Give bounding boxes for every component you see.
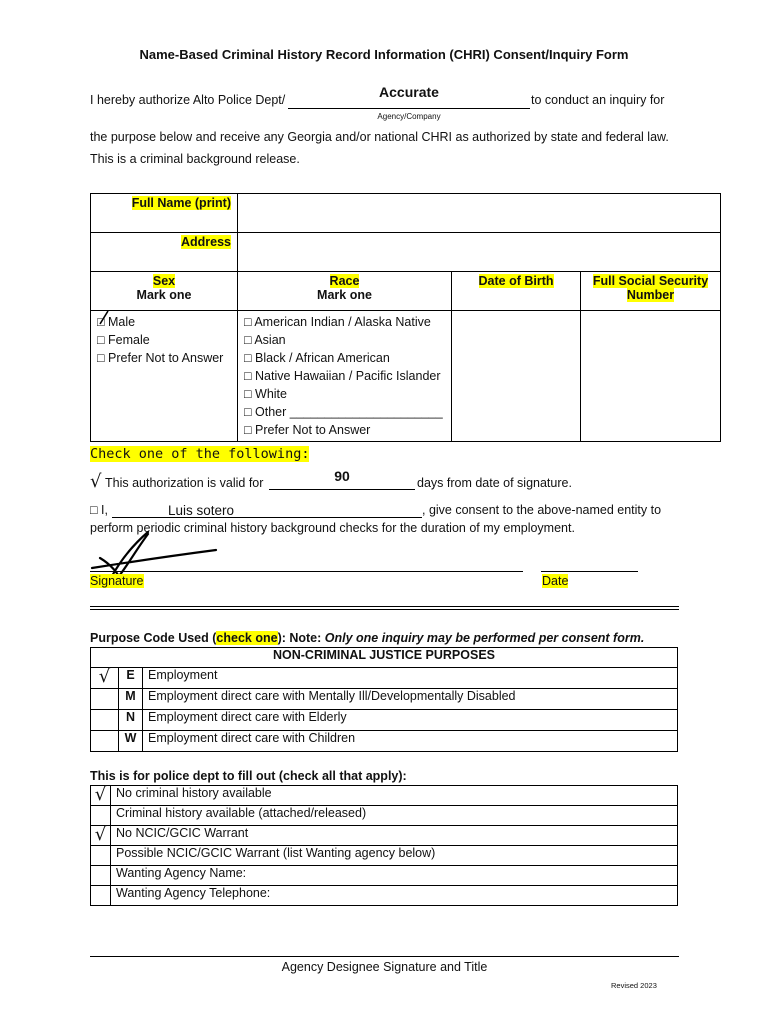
purpose-row[interactable]: [91, 710, 678, 731]
name-line: [112, 503, 422, 518]
sex-sub: Mark one: [136, 288, 192, 302]
purpose-row[interactable]: [91, 731, 678, 752]
sex-option-female[interactable]: □ Female: [97, 333, 150, 347]
police-heading: This is for police dept to fill out (check all that apply):: [90, 769, 407, 783]
race-options-cell: [238, 311, 452, 442]
consent-name[interactable]: Luis sotero: [168, 503, 235, 518]
race-option-prefer-not[interactable]: □ Prefer Not to Answer: [244, 423, 371, 437]
address-field[interactable]: [238, 233, 721, 272]
applicant-info-table: [90, 193, 721, 442]
race-header: [238, 272, 452, 311]
purpose-code: M: [119, 689, 143, 710]
validity-prefix: This authorization is valid for: [105, 476, 264, 490]
police-text: Wanting Agency Name:: [111, 866, 678, 886]
police-mark-cell[interactable]: [91, 886, 111, 906]
revised-label: Revised 2023: [611, 981, 657, 990]
signature-line: [90, 571, 523, 572]
race-sub: Mark one: [317, 288, 372, 302]
police-row[interactable]: [91, 806, 678, 826]
purpose-mark-cell[interactable]: [91, 710, 119, 731]
date-label: Date: [542, 574, 569, 588]
purpose-code: W: [119, 731, 143, 752]
police-table: [90, 785, 678, 906]
purpose-desc: Employment: [143, 668, 678, 689]
dob-field[interactable]: [452, 311, 581, 442]
police-mark-cell[interactable]: [91, 846, 111, 866]
purpose-code: N: [119, 710, 143, 731]
purpose-desc: Employment direct care with Children: [143, 731, 678, 752]
validity-suffix: days from date of signature.: [417, 476, 572, 490]
consent-suffix: , give consent to the above-named entity to: [422, 503, 662, 517]
sex-option-male[interactable]: □ Male: [97, 315, 136, 329]
purpose-mark-cell[interactable]: √: [91, 668, 119, 689]
race-option-american-indian[interactable]: □ American Indian / Alaska Native: [244, 315, 431, 329]
section-divider: [90, 606, 679, 610]
auth-line-2: the purpose below and receive any Georgia and/or national CHRI as authorized by state and federal law.: [90, 130, 669, 144]
ssn-field[interactable]: [581, 311, 721, 442]
male-check-mark: [97, 309, 111, 327]
police-text: Criminal history available (attached/released): [111, 806, 678, 826]
consent-line-2: perform periodic criminal history background checks for the duration of my employment.: [90, 521, 575, 535]
sex-options-cell: [91, 311, 238, 442]
police-row[interactable]: [91, 826, 678, 846]
purpose-table: [90, 647, 678, 752]
police-row[interactable]: [91, 786, 678, 806]
ssn-label-2: Number: [626, 288, 675, 302]
full-name-label: Full Name (print): [131, 196, 231, 210]
agency-caption: Agency/Company: [377, 112, 441, 121]
purpose-middle: ): Note:: [277, 631, 325, 645]
days-value[interactable]: 90: [334, 468, 350, 484]
signature-label: Signature: [90, 574, 144, 588]
dob-header: [452, 272, 581, 311]
purpose-code: E: [119, 668, 143, 689]
race-option-pacific-islander[interactable]: □ Native Hawaiian / Pacific Islander: [244, 369, 441, 383]
race-option-asian[interactable]: □ Asian: [244, 333, 286, 347]
sex-option-prefer-not[interactable]: □ Prefer Not to Answer: [97, 351, 224, 365]
designee-label: Agency Designee Signature and Title: [281, 960, 488, 974]
ssn-label-1: Full Social Security: [592, 274, 709, 288]
purpose-row[interactable]: [91, 668, 678, 689]
purpose-table-header: NON-CRIMINAL JUSTICE PURPOSES: [91, 648, 678, 668]
sex-label: Sex: [152, 274, 176, 288]
sex-header: [91, 272, 238, 311]
purpose-row[interactable]: [91, 689, 678, 710]
address-label: Address: [180, 235, 231, 249]
purpose-desc: Employment direct care with Mentally Ill/Developmentally Disabled: [143, 689, 678, 710]
police-row[interactable]: [91, 886, 678, 906]
race-option-black[interactable]: □ Black / African American: [244, 351, 390, 365]
agency-value[interactable]: Accurate: [379, 84, 439, 100]
purpose-mark-cell[interactable]: [91, 689, 119, 710]
full-name-label-cell: [91, 194, 238, 233]
police-row[interactable]: [91, 866, 678, 886]
designee-line: [90, 956, 679, 957]
auth-prefix: I hereby authorize Alto Police Dept/: [90, 93, 286, 107]
police-mark-cell[interactable]: √: [91, 786, 111, 806]
address-label-cell: [91, 233, 238, 272]
race-option-white[interactable]: □ White: [244, 387, 287, 401]
date-line: [541, 571, 638, 572]
police-text: Possible NCIC/GCIC Warrant (list Wanting agency below): [111, 846, 678, 866]
consent-prefix[interactable]: □ I,: [90, 503, 108, 517]
race-option-other[interactable]: □ Other ______________________: [244, 405, 443, 419]
police-mark-cell[interactable]: [91, 806, 111, 826]
police-mark-cell[interactable]: √: [91, 826, 111, 846]
purpose-highlight: check one: [216, 631, 278, 645]
police-text: No criminal history available: [111, 786, 678, 806]
purpose-note: Only one inquiry may be performed per consent form.: [324, 631, 645, 645]
purpose-desc: Employment direct care with Elderly: [143, 710, 678, 731]
race-label: Race: [329, 274, 360, 288]
police-text: Wanting Agency Telephone:: [111, 886, 678, 906]
full-name-field[interactable]: [238, 194, 721, 233]
purpose-heading: [90, 631, 644, 645]
auth-suffix: to conduct an inquiry for: [531, 93, 665, 107]
dob-label: Date of Birth: [478, 274, 554, 288]
police-row[interactable]: [91, 846, 678, 866]
check-one-heading: Check one of the following:: [90, 446, 310, 462]
purpose-prefix: Purpose Code Used (: [90, 631, 217, 645]
ssn-header: [581, 272, 721, 311]
auth-line-3: This is a criminal background release.: [90, 152, 300, 166]
purpose-mark-cell[interactable]: [91, 731, 119, 752]
police-text: No NCIC/GCIC Warrant: [111, 826, 678, 846]
validity-check-mark[interactable]: √: [90, 471, 102, 492]
form-title: Name-Based Criminal History Record Information (CHRI) Consent/Inquiry Form: [139, 47, 629, 62]
police-mark-cell[interactable]: [91, 866, 111, 886]
